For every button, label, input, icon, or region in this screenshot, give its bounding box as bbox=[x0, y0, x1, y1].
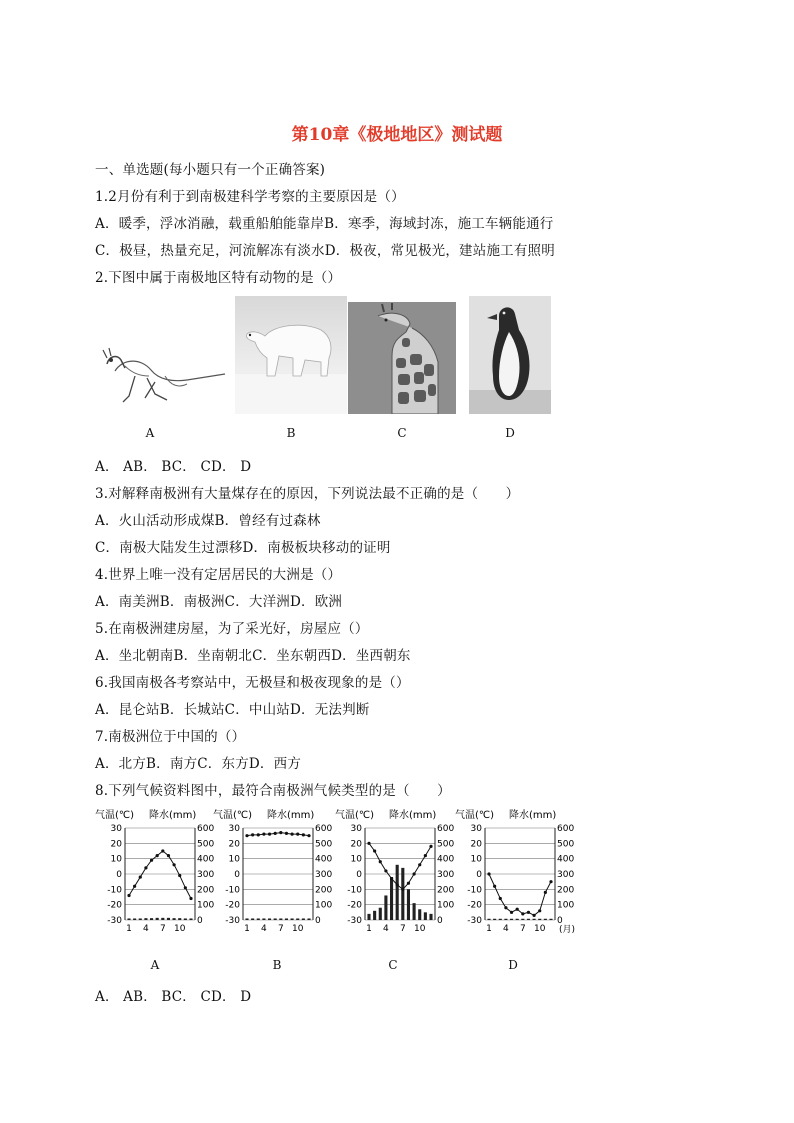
temperature-point bbox=[150, 859, 153, 862]
temperature-point bbox=[184, 886, 187, 889]
temperature-tick: 30 bbox=[110, 824, 122, 834]
temperature-point bbox=[262, 833, 265, 836]
precipitation-bar bbox=[487, 919, 490, 920]
precipitation-bar bbox=[367, 914, 370, 920]
precipitation-bar bbox=[401, 868, 404, 920]
climate-label-c: C bbox=[388, 958, 398, 972]
precipitation-bar bbox=[493, 919, 496, 920]
temperature-point bbox=[418, 863, 421, 866]
temperature-axis-label: 气温(℃) bbox=[213, 810, 253, 821]
precipitation-tick: 0 bbox=[557, 916, 563, 926]
precipitation-bar bbox=[291, 918, 294, 920]
precipitation-bar bbox=[307, 918, 310, 920]
question-3-options-cd: C．南极大陆发生过漂移D．南极板块移动的证明 bbox=[95, 540, 391, 556]
temperature-tick: -30 bbox=[107, 916, 122, 926]
temperature-point bbox=[268, 833, 271, 836]
precipitation-bar bbox=[285, 918, 288, 920]
precipitation-bar bbox=[279, 918, 282, 920]
precipitation-tick: 600 bbox=[437, 824, 455, 834]
precipitation-bar bbox=[173, 918, 176, 920]
precipitation-bar bbox=[390, 877, 393, 920]
question-8: 8.下列气候资料图中，最符合南极洲气候类型的是（ ） bbox=[95, 783, 451, 799]
temperature-tick: -30 bbox=[347, 916, 362, 926]
precipitation-bar bbox=[516, 919, 519, 920]
precipitation-tick: 300 bbox=[315, 870, 333, 880]
temperature-point bbox=[133, 885, 136, 888]
precipitation-tick: 400 bbox=[197, 854, 215, 865]
temperature-point bbox=[167, 854, 170, 857]
precipitation-bar bbox=[184, 918, 187, 920]
temperature-tick: 10 bbox=[110, 854, 122, 865]
temperature-point bbox=[412, 872, 415, 875]
precipitation-tick: 500 bbox=[437, 839, 455, 850]
precipitation-tick: 200 bbox=[437, 885, 455, 896]
question-3-options-ab: A．火山活动形成煤B．曾经有过森林 bbox=[95, 513, 321, 529]
month-tick: 10 bbox=[534, 924, 546, 934]
precipitation-bar bbox=[296, 918, 299, 920]
precipitation-axis-label: 降水(mm) bbox=[509, 810, 557, 821]
question-1-options-ab: A．暖季，浮冰消融，载重船舶能靠岸B．寒季，海域封冻，施工车辆能通行 bbox=[95, 216, 554, 232]
temperature-point bbox=[245, 834, 248, 837]
precipitation-tick: 100 bbox=[437, 900, 455, 911]
temperature-point bbox=[257, 833, 260, 836]
month-tick: 4 bbox=[503, 924, 509, 934]
month-tick: 7 bbox=[277, 924, 284, 934]
precipitation-tick: 0 bbox=[315, 916, 321, 926]
temperature-tick: -10 bbox=[107, 885, 122, 896]
temperature-point bbox=[493, 885, 496, 888]
temperature-point bbox=[296, 833, 299, 836]
precipitation-bar bbox=[268, 918, 271, 920]
question-4: 4.世界上唯一没有定居居民的大洲是（） bbox=[95, 567, 342, 583]
temperature-point bbox=[367, 842, 370, 845]
precipitation-tick: 400 bbox=[315, 854, 333, 865]
month-tick: 10 bbox=[414, 924, 426, 934]
precipitation-tick: 300 bbox=[197, 870, 215, 880]
temperature-tick: 20 bbox=[470, 839, 482, 850]
temperature-point bbox=[538, 909, 541, 912]
penguin-image bbox=[469, 296, 551, 414]
temperature-tick: 0 bbox=[476, 870, 482, 880]
temperature-tick: -20 bbox=[107, 900, 122, 911]
precipitation-bar bbox=[144, 918, 147, 920]
month-tick: 1 bbox=[366, 924, 372, 934]
precipitation-bar bbox=[533, 919, 536, 920]
precipitation-tick: 500 bbox=[197, 839, 215, 850]
temperature-tick: 10 bbox=[228, 854, 240, 865]
precipitation-bar bbox=[384, 895, 387, 920]
temperature-point bbox=[279, 831, 282, 834]
temperature-curve bbox=[489, 874, 551, 915]
precipitation-bar bbox=[499, 919, 502, 920]
temperature-point bbox=[274, 832, 277, 835]
temperature-point bbox=[379, 860, 382, 863]
precipitation-bar bbox=[127, 918, 130, 920]
temperature-tick: 10 bbox=[350, 854, 362, 865]
question-4-options: A．南美洲B．南极洲C．大洋洲D．欧洲 bbox=[95, 594, 343, 610]
question-5: 5.在南极洲建房屋，为了采光好，房屋应（） bbox=[95, 621, 369, 637]
month-tick: 7 bbox=[159, 924, 166, 934]
temperature-tick: -30 bbox=[225, 916, 240, 926]
temperature-point bbox=[424, 854, 427, 857]
animal-pictures bbox=[95, 296, 565, 446]
precipitation-bar bbox=[379, 908, 382, 920]
temperature-point bbox=[407, 882, 410, 885]
temperature-point bbox=[549, 880, 552, 883]
climate-chart-b bbox=[213, 808, 333, 938]
temperature-curve bbox=[129, 851, 191, 899]
precipitation-bar bbox=[504, 919, 507, 920]
polar-bear-image bbox=[235, 296, 347, 414]
giraffe-image bbox=[348, 302, 456, 414]
precipitation-bar bbox=[510, 919, 513, 920]
precipitation-tick: 200 bbox=[197, 885, 215, 896]
precipitation-tick: 500 bbox=[315, 839, 333, 850]
temperature-tick: 10 bbox=[470, 854, 482, 865]
temperature-tick: 20 bbox=[350, 839, 362, 850]
precipitation-bar bbox=[544, 919, 547, 920]
precipitation-bar bbox=[189, 918, 192, 920]
climate-chart-d bbox=[455, 808, 599, 938]
month-tick: 1 bbox=[244, 924, 250, 934]
precipitation-tick: 100 bbox=[557, 900, 575, 911]
temperature-point bbox=[172, 863, 175, 866]
temperature-point bbox=[144, 866, 147, 869]
temperature-point bbox=[373, 849, 376, 852]
precipitation-bar bbox=[257, 918, 260, 920]
temperature-tick: 20 bbox=[228, 839, 240, 850]
temperature-curve bbox=[369, 843, 431, 889]
question-6: 6.我国南极各考察站中，无极昼和极夜现象的是（） bbox=[95, 675, 410, 691]
month-tick: 7 bbox=[519, 924, 526, 934]
section-heading: 一、单选题(每小题只有一个正确答案) bbox=[95, 162, 326, 178]
precipitation-bar bbox=[521, 919, 524, 920]
precipitation-bar bbox=[178, 918, 181, 920]
question-5-options: A．坐北朝南B．坐南朝北C．坐东朝西D．坐西朝东 bbox=[95, 648, 411, 664]
temperature-point bbox=[429, 845, 432, 848]
month-tick: 4 bbox=[383, 924, 389, 934]
climate-chart-a bbox=[95, 808, 215, 938]
temperature-point bbox=[161, 849, 164, 852]
temperature-point bbox=[510, 911, 513, 914]
precipitation-bar bbox=[161, 918, 164, 920]
temperature-point bbox=[532, 914, 535, 917]
temperature-point bbox=[178, 874, 181, 877]
temperature-tick: 0 bbox=[116, 870, 122, 880]
precipitation-axis-label: 降水(mm) bbox=[389, 810, 437, 821]
temperature-tick: -10 bbox=[467, 885, 482, 896]
precipitation-bar bbox=[429, 914, 432, 920]
question-8-options: A． AB． BC． CD． D bbox=[95, 989, 252, 1005]
temperature-tick: 30 bbox=[350, 824, 362, 834]
precipitation-tick: 500 bbox=[557, 839, 575, 850]
precipitation-axis-label: 降水(mm) bbox=[149, 810, 197, 821]
precipitation-bar bbox=[251, 918, 254, 920]
temperature-tick: 30 bbox=[228, 824, 240, 834]
month-unit-label: (月) bbox=[559, 925, 576, 935]
precipitation-bar bbox=[133, 918, 136, 920]
climate-label-a: A bbox=[150, 958, 160, 972]
month-tick: 4 bbox=[143, 924, 149, 934]
temperature-tick: -30 bbox=[467, 916, 482, 926]
temperature-point bbox=[487, 872, 490, 875]
temperature-point bbox=[390, 877, 393, 880]
month-tick: 1 bbox=[126, 924, 132, 934]
temperature-point bbox=[189, 897, 192, 900]
precipitation-tick: 400 bbox=[437, 854, 455, 865]
temperature-curve bbox=[247, 833, 309, 836]
precipitation-tick: 0 bbox=[437, 916, 443, 926]
temperature-point bbox=[384, 869, 387, 872]
precipitation-bar bbox=[407, 889, 410, 920]
temperature-point bbox=[516, 908, 519, 911]
question-6-options: A．昆仑站B．长城站C．中山站D．无法判断 bbox=[95, 702, 370, 718]
question-1-options-cd: C．极昼，热量充足，河流解冻有淡水D．极夜，常见极光，建站施工有照明 bbox=[95, 243, 555, 259]
precipitation-bar bbox=[150, 918, 153, 920]
temperature-point bbox=[156, 854, 159, 857]
precipitation-bar bbox=[527, 919, 530, 920]
precipitation-bar bbox=[549, 919, 552, 920]
precipitation-bar bbox=[156, 918, 159, 920]
precipitation-bar bbox=[538, 919, 541, 920]
temperature-point bbox=[401, 888, 404, 891]
climate-chart-c bbox=[335, 808, 455, 938]
precipitation-tick: 600 bbox=[197, 824, 215, 834]
animal-label-d: D bbox=[505, 426, 515, 440]
temperature-point bbox=[504, 906, 507, 909]
temperature-point bbox=[544, 891, 547, 894]
temperature-axis-label: 气温(℃) bbox=[335, 810, 375, 821]
question-2: 2.下图中属于南极地区特有动物的是（） bbox=[95, 270, 342, 286]
precipitation-bar bbox=[245, 918, 248, 920]
temperature-tick: -20 bbox=[225, 900, 240, 911]
precipitation-bar bbox=[274, 918, 277, 920]
temperature-tick: 30 bbox=[470, 824, 482, 834]
climate-label-b: B bbox=[272, 958, 282, 972]
precipitation-tick: 0 bbox=[197, 916, 203, 926]
temperature-axis-label: 气温(℃) bbox=[95, 810, 135, 821]
animal-label-b: B bbox=[286, 426, 296, 440]
question-3: 3.对解释南极洲有大量煤存在的原因，下列说法最不正确的是（ ） bbox=[95, 486, 520, 502]
precipitation-bar bbox=[373, 911, 376, 920]
precipitation-bar bbox=[396, 865, 399, 920]
month-tick: 4 bbox=[261, 924, 267, 934]
question-7: 7.南极洲位于中国的（） bbox=[95, 729, 246, 745]
precipitation-tick: 600 bbox=[315, 824, 333, 834]
temperature-point bbox=[290, 833, 293, 836]
temperature-point bbox=[127, 894, 130, 897]
month-tick: 10 bbox=[292, 924, 304, 934]
precipitation-bar bbox=[262, 918, 265, 920]
month-tick: 7 bbox=[399, 924, 406, 934]
precipitation-bar bbox=[167, 918, 170, 920]
question-7-options: A．北方B．南方C．东方D．西方 bbox=[95, 756, 302, 772]
temperature-point bbox=[302, 833, 305, 836]
precipitation-tick: 200 bbox=[557, 885, 575, 896]
animal-label-c: C bbox=[397, 426, 407, 440]
precipitation-bar bbox=[302, 918, 305, 920]
climate-label-d: D bbox=[508, 958, 518, 972]
precipitation-tick: 600 bbox=[557, 824, 575, 834]
precipitation-axis-label: 降水(mm) bbox=[267, 810, 315, 821]
temperature-point bbox=[307, 834, 310, 837]
temperature-tick: 0 bbox=[356, 870, 362, 880]
temperature-point bbox=[285, 832, 288, 835]
temperature-tick: -10 bbox=[347, 885, 362, 896]
temperature-tick: -10 bbox=[225, 885, 240, 896]
temperature-point bbox=[396, 883, 399, 886]
precipitation-tick: 300 bbox=[437, 870, 455, 880]
temperature-tick: 20 bbox=[110, 839, 122, 850]
precipitation-tick: 100 bbox=[315, 900, 333, 911]
precipitation-bar bbox=[418, 909, 421, 920]
temperature-point bbox=[521, 912, 524, 915]
temperature-point bbox=[139, 875, 142, 878]
temperature-point bbox=[527, 911, 530, 914]
animal-label-a: A bbox=[145, 426, 155, 440]
precipitation-tick: 200 bbox=[315, 885, 333, 896]
page-title: 第10章《极地地区》测试题 bbox=[291, 125, 503, 145]
month-tick: 1 bbox=[486, 924, 492, 934]
precipitation-tick: 100 bbox=[197, 900, 215, 911]
climate-charts bbox=[95, 808, 595, 978]
temperature-tick: 0 bbox=[234, 870, 240, 880]
month-tick: 10 bbox=[174, 924, 186, 934]
temperature-point bbox=[499, 897, 502, 900]
temperature-tick: -20 bbox=[347, 900, 362, 911]
temperature-axis-label: 气温(℃) bbox=[455, 810, 495, 821]
precipitation-bar bbox=[424, 912, 427, 920]
temperature-tick: -20 bbox=[467, 900, 482, 911]
question-2-options: A． AB． BC． CD． D bbox=[95, 459, 252, 475]
question-1: 1.2月份有利于到南极建科学考察的主要原因是（） bbox=[95, 189, 405, 205]
precipitation-bar bbox=[139, 918, 142, 920]
temperature-point bbox=[251, 833, 254, 836]
precipitation-tick: 400 bbox=[557, 854, 575, 865]
precipitation-tick: 300 bbox=[557, 870, 575, 880]
kangaroo-image bbox=[95, 336, 230, 411]
precipitation-bar bbox=[413, 903, 416, 920]
